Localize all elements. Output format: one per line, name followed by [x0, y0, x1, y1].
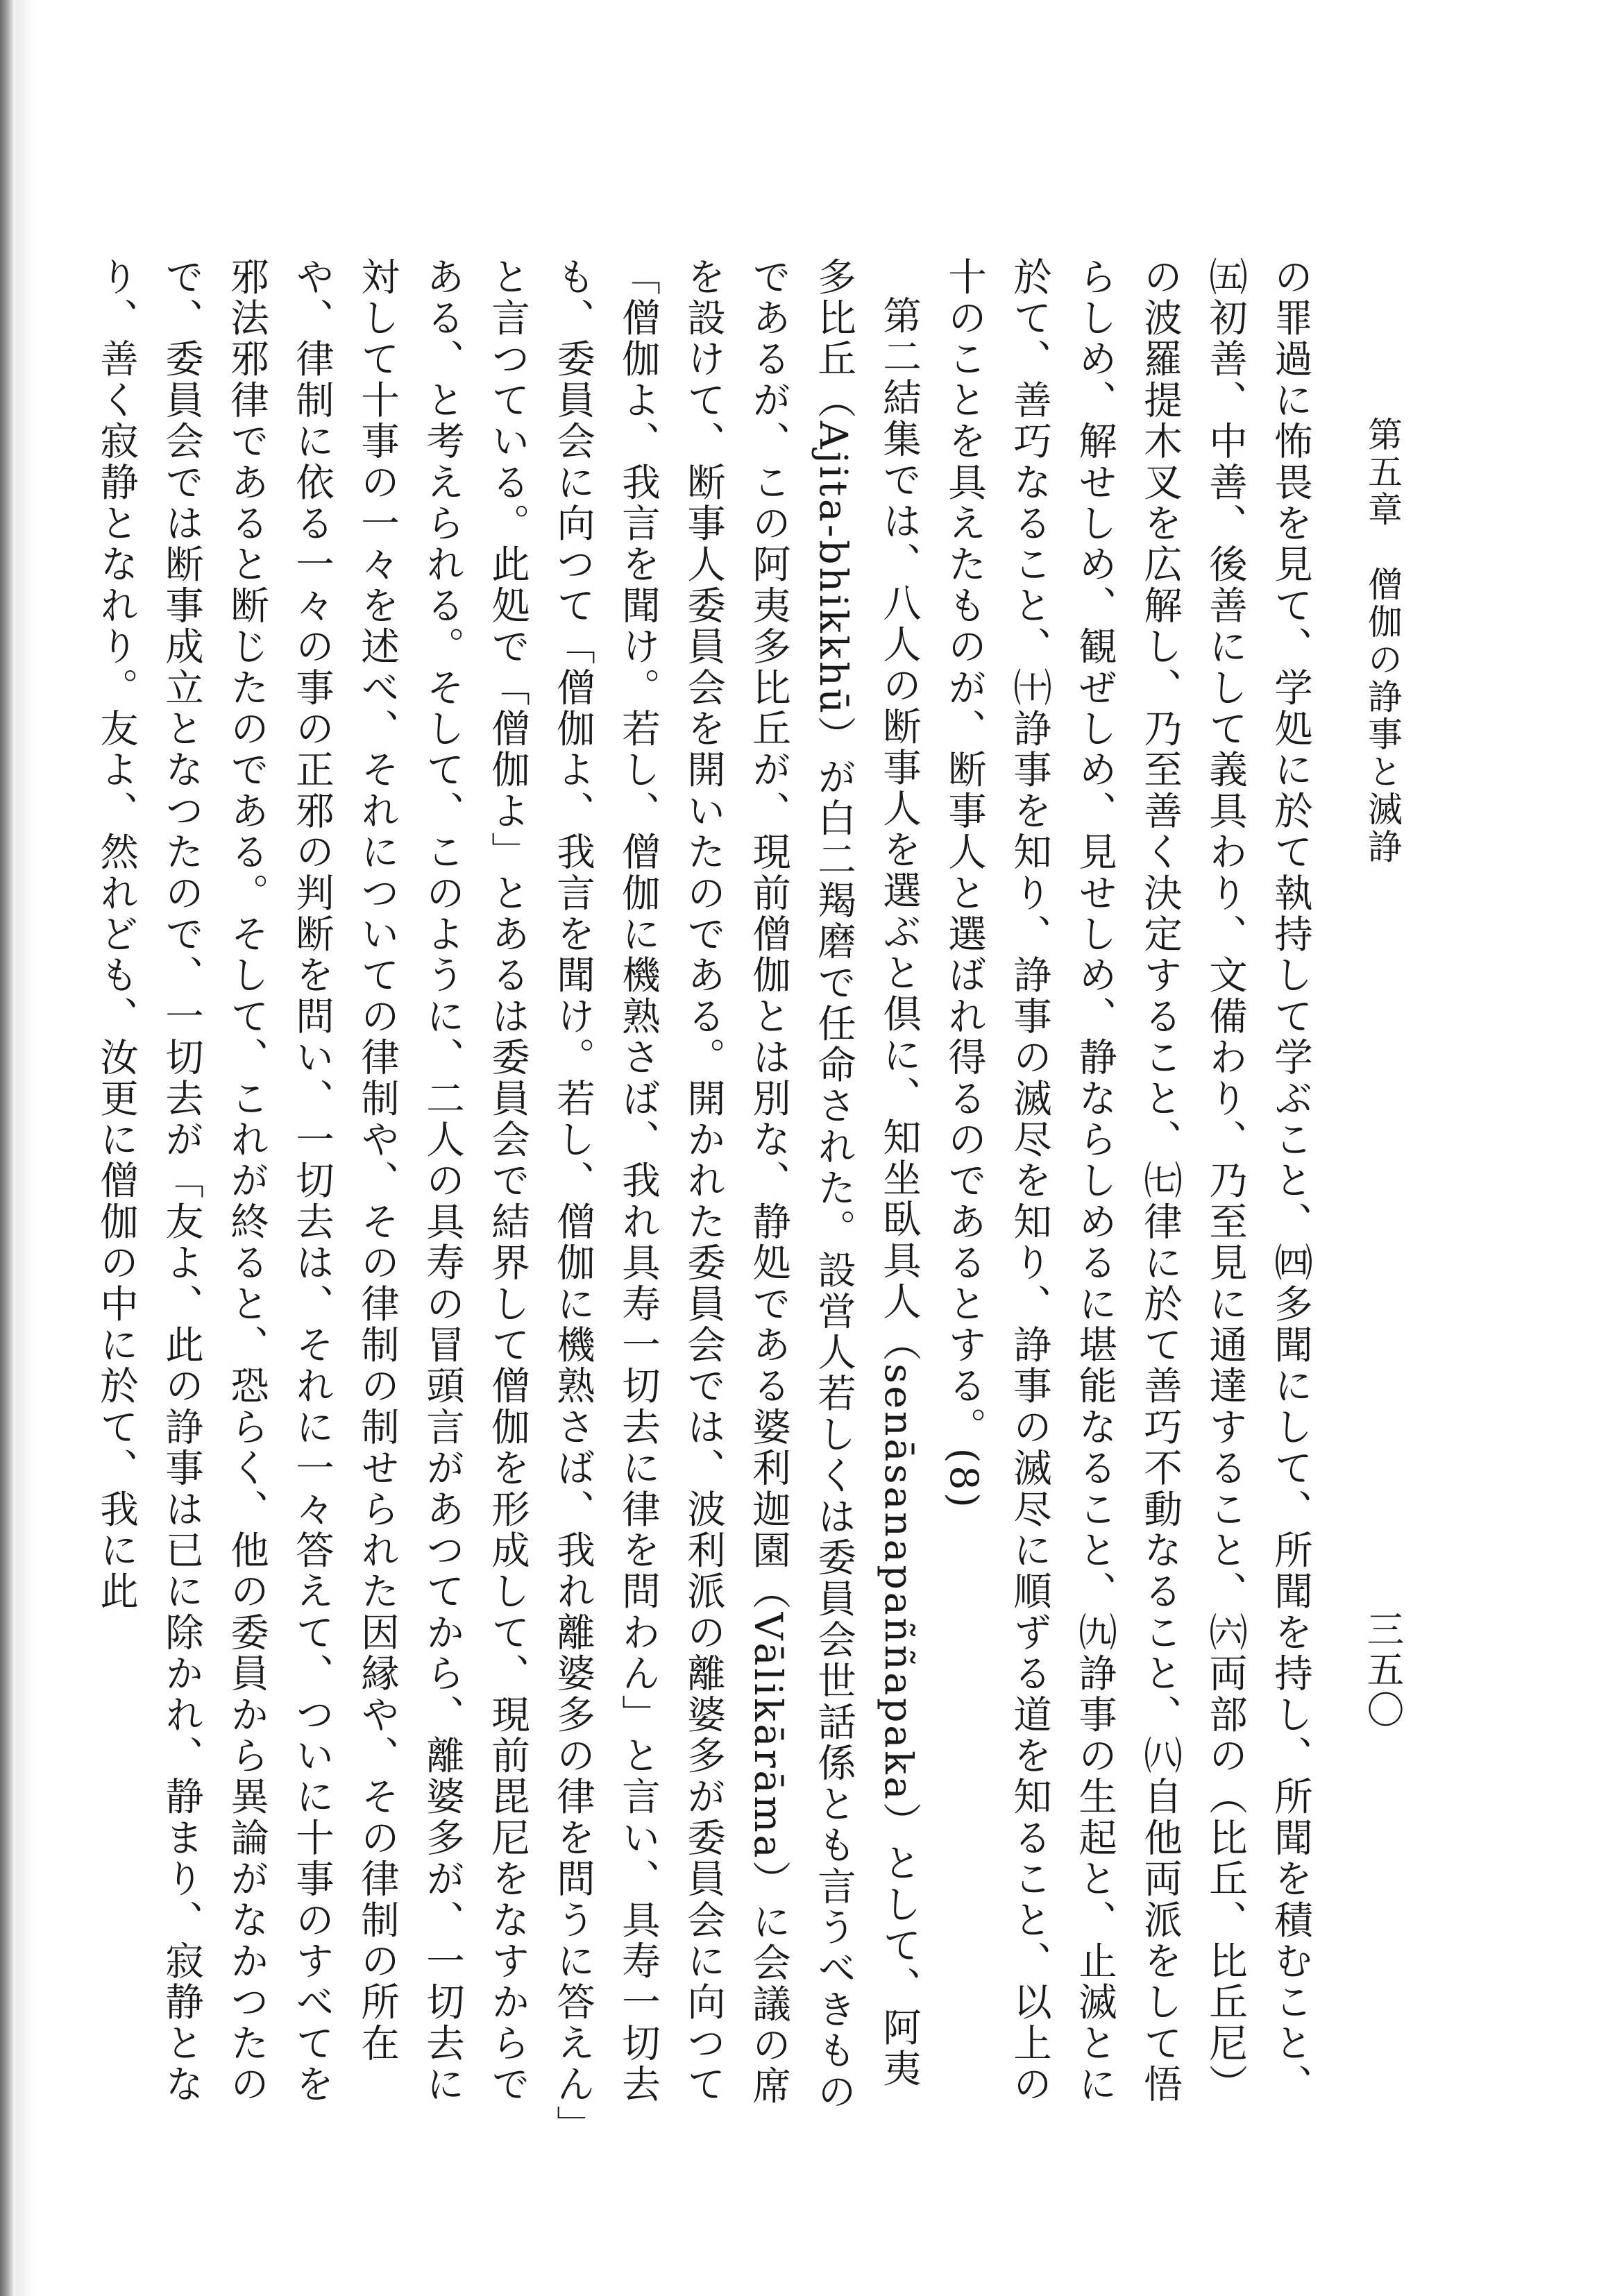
page-number: 三五〇: [1361, 1610, 1405, 1730]
paragraph: 第二結集では、八人の断事人を選ぶと倶に、知坐臥具人（senāsanapaññapaka）として、阿夷多比丘（Ajita-bhikkhū）が白二羯磨で任命された。設営人若しくは委員会世話係とも言うべきものであるが、この阿夷多比丘が、現前僧伽とは別な、静処である婆利迦園（Vālikārāma）に会議の席を設けて、断事人委員会を開いたのである。開かれた委員会では、波利派の離婆多が委員会に向つて「僧伽よ、我言を聞け。若し、僧伽に機熟さば、我れ具寿一切去に律を問わん」と言い、具寿一切去も、委員会に向つて「僧伽よ、我言を聞け。若し、僧伽に機熟さば、我れ離婆多の律を問うに答えん」と言つている。此処で「僧伽よ」とあるは委員会で結界して僧伽を形成して、現前毘尼をなすからである、と考えられる。そして、このように、二人の具寿の冒頭言があつてから、離婆多が、一切去に対して十事の一々を述べ、それについての律制や、その律制の制せられた因縁や、その律制の所在や、律制に依る一々の事の正邪の判断を問い、一切去は、それに一々答えて、ついに十事のすべてを邪法邪律であると断じたのである。そして、これが終ると、恐らく、他の委員から異論がなかつたので、委員会では断事成立となつたので、一切去が「友よ、此の諍事は已に除かれ、静まり、寂静となり、善く寂静となれり。友よ、然れども、汝更に僧伽の中に於て、我に此: [93, 257, 921, 2127]
binding-shadow-fade: [15, 0, 36, 2296]
paragraph: の罪過に怖畏を見て、学処に於て執持して学ぶこと、㈣多聞にして、所聞を持し、所聞を積むこと、㈤初善、中善、後善にして義具わり、文備わり、乃至見に通達すること、㈥両部の（比丘、比丘尼）の波羅提木叉を広解し、乃至善く決定すること、㈦律に於て善巧不動なること、㈧自他両派をして悟らしめ、解せしめ、観ぜしめ、見せしめ、静ならしめるに堪能なること、㈨諍事の生起と、止滅とに於て、善巧なること、㈩諍事を知り、諍事の滅尽を知り、諍事の滅尽に順ずる道を知ること、以上の十のことを具えたものが、断事人と選ばれ得るのであるとする。(8): [941, 257, 1312, 2105]
binding-shadow: [0, 0, 15, 2296]
body-text: [93, 257, 1322, 2130]
running-head: 第五章 僧伽の諍事と滅諍: [1362, 416, 1403, 866]
